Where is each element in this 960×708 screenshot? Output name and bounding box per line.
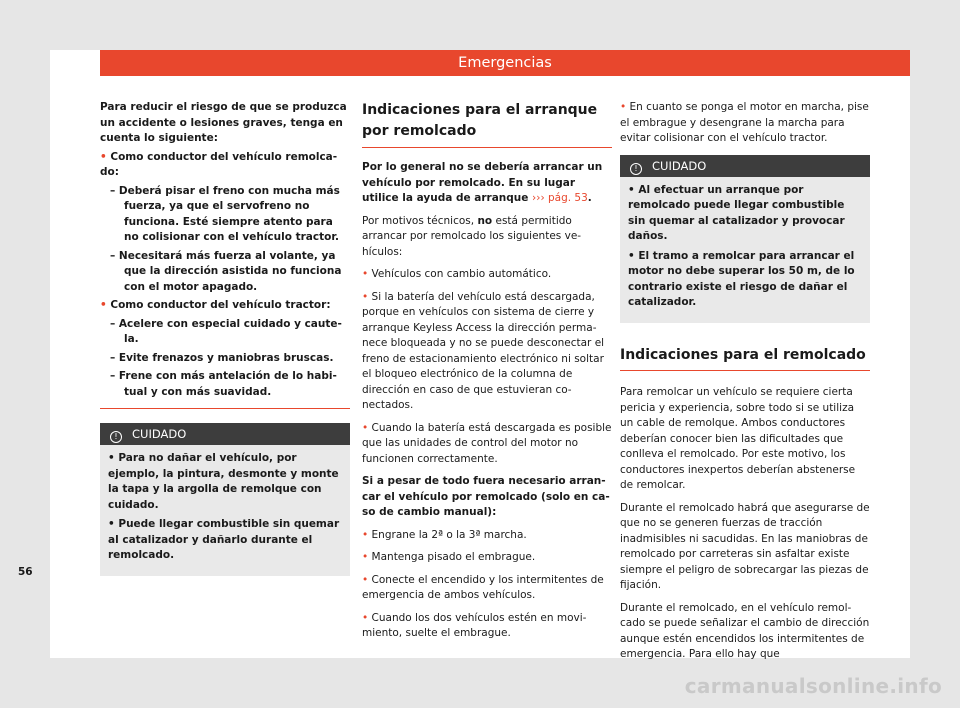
caution-box bbox=[100, 423, 350, 576]
paragraph: Por motivos técnicos, no está permitido arrancar por remolcado los siguientes vehículos: bbox=[362, 214, 582, 258]
notes-sub-item: – Acelere con especial cuidado y cautela. bbox=[110, 317, 342, 345]
notes-sub-item: – Frene con más antelación de lo habitual y con más suavidad. bbox=[110, 370, 337, 398]
paragraph: Durante el remolcado, en el vehículo remolcado se puede señalizar el cambio de dirección aunque estén encendidos los intermitentes de emergencia. Para ello hay que bbox=[620, 601, 870, 660]
heading-remolcado: Indicaciones para el remolcado bbox=[620, 345, 870, 372]
manual-page bbox=[50, 50, 910, 658]
caution-item: • Al efectuar un arranque por remolcado puede llegar combustible sin quemar al catalizador y provocar daños. bbox=[628, 183, 845, 242]
list-item: • Vehículos con cambio automático. bbox=[362, 268, 552, 280]
footer-brand[interactable]: carmanualsonline.info bbox=[684, 674, 942, 698]
caution-box bbox=[620, 155, 870, 323]
paragraph: Para remolcar un vehículo se requiere cierta pericia y experiencia, sobre todo si se utiliza un cable de remolque. Ambos conductores deberían conocer bien las dificultades que conlleva el remolcado. Por este motivo, los conductores inexpertos deberían abstenerse de remolcar. bbox=[620, 386, 856, 491]
subheading: Si a pesar de todo fuera necesario arrancar el vehículo por remolcado (solo en caso de cambio manual): bbox=[362, 475, 610, 518]
lead-paragraph: Por lo general no se debería arrancar un vehículo por remolcado. En su lugar utilice la ayuda de arranque ››› pág. 53. bbox=[362, 161, 603, 204]
notes-sub-item: – Evite frenazos y maniobras bruscas. bbox=[110, 351, 334, 364]
page-ref-link[interactable]: ››› pág. 53 bbox=[532, 192, 588, 204]
footer bbox=[0, 674, 960, 698]
step-item: • Engrane la 2ª o la 3ª marcha. bbox=[362, 528, 527, 541]
list-item: • Cuando la batería está descargada es posible que las unidades de control del motor no funcionen correctamente. bbox=[362, 421, 612, 465]
section-header: Emergencias bbox=[100, 50, 910, 76]
step-item: • En cuanto se ponga el motor en marcha, pise el embrague y desengrane la marcha para evitar colisionar con el vehículo tractor. bbox=[620, 101, 869, 144]
paragraph: Durante el remolcado habrá que asegurarse de que no se generen fuerzas de tracción inadmisibles ni sacudidas. En las maniobras de remolcado por carreteras sin asfaltar existe siempre el peligro de sobrecargar las piezas de fijación. bbox=[620, 501, 870, 591]
caution-item: • Para no dañar el vehículo, por ejemplo, la pintura, desmonte y monte la tapa y la argolla de remolque con cuidado. bbox=[108, 452, 339, 511]
column-2 bbox=[362, 100, 612, 649]
notes-intro: Para reducir el riesgo de que se produzca un accidente o lesiones graves, tenga en cuenta lo siguiente: bbox=[100, 101, 347, 144]
caution-item: • Puede llegar combustible sin quemar al catalizador y dañarlo durante el remolcado. bbox=[108, 518, 340, 561]
step-item: • Mantenga pisado el embrague. bbox=[362, 551, 536, 563]
warning-notes bbox=[100, 100, 350, 409]
notes-bullet-1: • Como conductor del vehículo remolcado: bbox=[100, 150, 338, 178]
caution-item: • El tramo a remolcar para arrancar el motor no debe superar los 50 m, de lo contrario existe el riesgo de dañar el catalizador. bbox=[628, 249, 855, 308]
notes-sub-item: – Deberá pisar el freno con mucha más fuerza, ya que el servofreno no funciona. Esté siempre atento para no colisionar con el vehículo tractor. bbox=[110, 184, 340, 243]
column-1 bbox=[100, 100, 350, 576]
info-circle-icon: ! bbox=[110, 431, 122, 443]
list-item: • Si la batería del vehículo está descargada, porque en vehículos con sistema de cierre y arranque Keyless Access la dirección permanece bloqueada y no se puede desconectar el freno de estacionamiento electrónico ni soltar el bloqueo electrónico de la columna de dirección en caso de que estuvieran conectados. bbox=[362, 290, 605, 411]
heading-arranque: Indicaciones para el arranque por remolcado bbox=[362, 100, 612, 148]
info-circle-icon: ! bbox=[630, 163, 642, 175]
step-item: • Conecte el encendido y los intermitentes de emergencia de ambos vehículos. bbox=[362, 573, 604, 601]
page-number: 56 bbox=[18, 566, 33, 578]
bullet-icon: • bbox=[100, 150, 107, 163]
column-3 bbox=[620, 100, 870, 670]
notes-bullet-2: • Como conductor del vehículo tractor: bbox=[100, 299, 331, 311]
step-item: • Cuando los dos vehículos estén en movimiento, suelte el embrague. bbox=[362, 611, 587, 639]
caution-header: ! CUIDADO bbox=[100, 423, 350, 445]
caution-header: ! CUIDADO bbox=[620, 155, 870, 177]
notes-sub-item: – Necesitará más fuerza al volante, ya que la dirección asistida no funciona con el motor apagado. bbox=[110, 249, 342, 293]
bullet-icon: • bbox=[100, 299, 107, 311]
